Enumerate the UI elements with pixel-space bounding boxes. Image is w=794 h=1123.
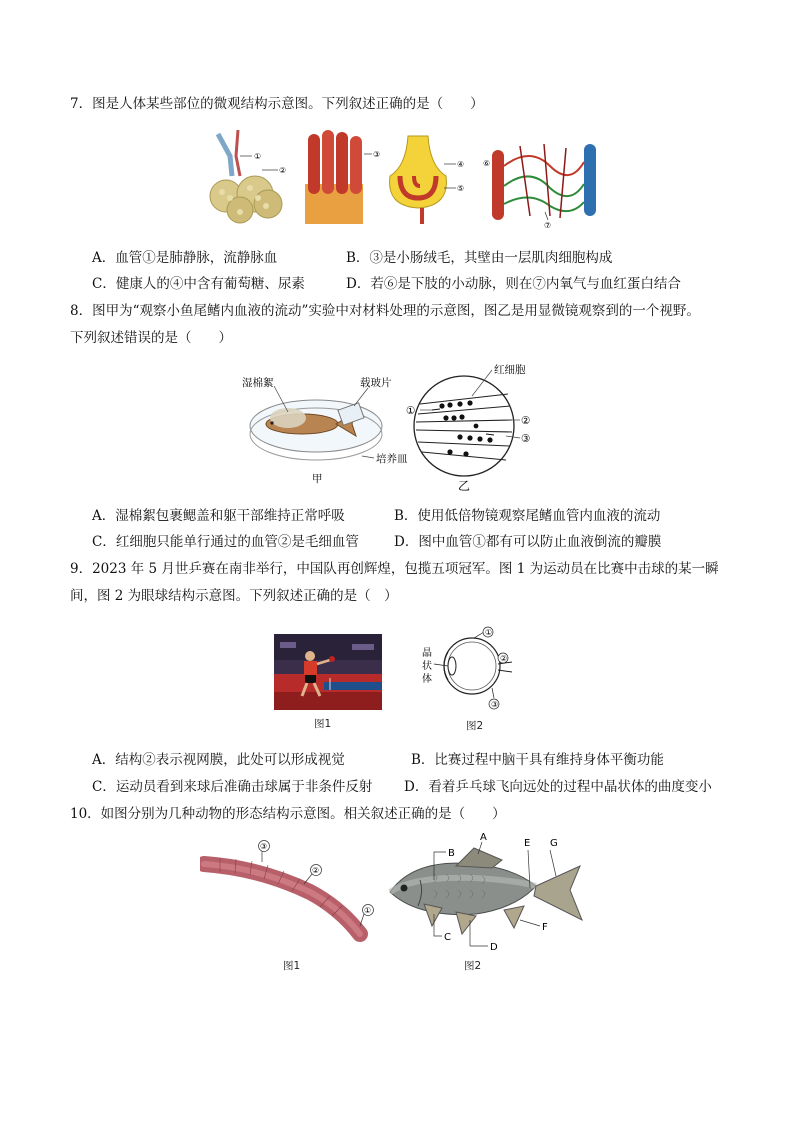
fish-label-D: D	[490, 942, 498, 953]
label-yi: 乙	[458, 479, 471, 493]
q8-stem-line2: 下列叙述错误的是（ ）	[70, 330, 232, 346]
q7-label-7: ⑦	[544, 221, 552, 230]
nephron-panel	[390, 136, 465, 224]
lens-label-1: 晶	[422, 648, 432, 659]
eye-diagram	[418, 624, 518, 714]
villi-panel	[305, 130, 380, 224]
table-tennis-photo	[274, 634, 382, 710]
q7-option-c: C．健康人的④中含有葡萄糖、尿素	[92, 276, 305, 292]
q9-option-a: A．结构②表示视网膜，此处可以形成视觉	[92, 752, 345, 768]
q9-option-c: C．运动员看到来球后准确击球属于非条件反射	[92, 779, 373, 795]
worm-label-3: ③	[260, 842, 268, 851]
q8-stem-line1: 8．图甲为“观察小鱼尾鳍内血液的流动”实验中对材料处理的示意图，图乙是用显微镜观察到的一个视野。	[70, 303, 700, 319]
q7-figure	[200, 126, 605, 230]
fish-label-C: C	[444, 932, 451, 943]
field-label-3: ③	[521, 433, 531, 445]
fish-figure	[384, 830, 590, 956]
lens-label-3: 体	[422, 674, 432, 685]
q7-label-2: ②	[279, 166, 287, 175]
q7-option-b: B．③是小肠绒毛，其壁由一层肌肉细胞构成	[346, 250, 613, 266]
q8-option-d: D．图中血管①都有可以防止血液倒流的瓣膜	[394, 534, 662, 550]
q10-stem: 10．如图分别为几种动物的形态结构示意图。相关叙述正确的是（ ）	[70, 806, 506, 822]
rbc-label: 红细胞	[494, 364, 526, 376]
q10-fig2-caption: 图2	[464, 960, 482, 972]
q8-figure	[236, 360, 576, 496]
fish-label-B: B	[448, 848, 455, 859]
q10-fig1-caption: 图1	[283, 960, 301, 972]
q9-stem-line1: 9．2023 年 5 月世乒赛在南非举行，中国队再创辉煌，包揽五项冠军。图 1 为运动员在比赛中击球的某一瞬	[70, 561, 719, 577]
q7-option-a: A．血管①是肺静脉，流静脉血	[92, 250, 278, 266]
fish-label-E: E	[524, 838, 531, 849]
q8-option-c: C．红细胞只能单行通过的血管②是毛细血管	[92, 534, 359, 550]
q7-label-5: ⑤	[457, 184, 465, 193]
q7-label-1: ①	[254, 152, 262, 161]
label-jia: 甲	[312, 473, 323, 485]
q7-label-6: ⑥	[483, 159, 491, 168]
capillary-panel	[483, 144, 596, 230]
fish-label-A: A	[480, 832, 487, 843]
q7-label-3: ③	[373, 150, 381, 159]
alveoli-panel	[210, 130, 286, 223]
fish-label-G: G	[550, 838, 558, 849]
q7-option-d: D．若⑥是下肢的小动脉，则在⑦内氧气与血红蛋白结合	[346, 276, 681, 292]
microscope-field-figure	[406, 364, 530, 493]
dish-label: 培养皿	[376, 453, 408, 465]
wet-cotton-label: 湿棉絮	[242, 377, 274, 389]
field-label-2: ②	[521, 415, 531, 427]
q9-option-d: D．看着乒乓球飞向远处的过程中晶状体的曲度变小	[404, 779, 712, 795]
slide-label: 载玻片	[360, 377, 392, 389]
earthworm-figure	[200, 838, 380, 944]
q9-option-b: B．比赛过程中脑干具有维持身体平衡功能	[411, 752, 664, 768]
q9-stem-line2: 间，图 2 为眼球结构示意图。下列叙述正确的是（ ）	[70, 588, 398, 604]
q7-label-4: ④	[457, 160, 465, 169]
q8-option-b: B．使用低倍物镜观察尾鳍血管内血液的流动	[394, 508, 661, 524]
worm-label-2: ②	[312, 866, 320, 875]
petri-dish-figure	[242, 376, 408, 485]
eye-label-3: ③	[491, 700, 499, 709]
q9-fig1-caption: 图1	[314, 718, 332, 730]
lens-label-2: 状	[422, 661, 432, 672]
fish-label-F: F	[542, 922, 548, 933]
q8-option-a: A．湿棉絮包裹鳃盖和躯干部维持正常呼吸	[92, 508, 345, 524]
worm-label-1: ①	[364, 906, 372, 915]
eye-label-1: ①	[485, 628, 493, 637]
q9-fig2-caption: 图2	[466, 720, 484, 732]
eye-label-2: ②	[500, 654, 508, 663]
field-label-1: ①	[406, 405, 416, 417]
q7-stem: 7．图是人体某些部位的微观结构示意图。下列叙述正确的是（ ）	[70, 96, 484, 112]
